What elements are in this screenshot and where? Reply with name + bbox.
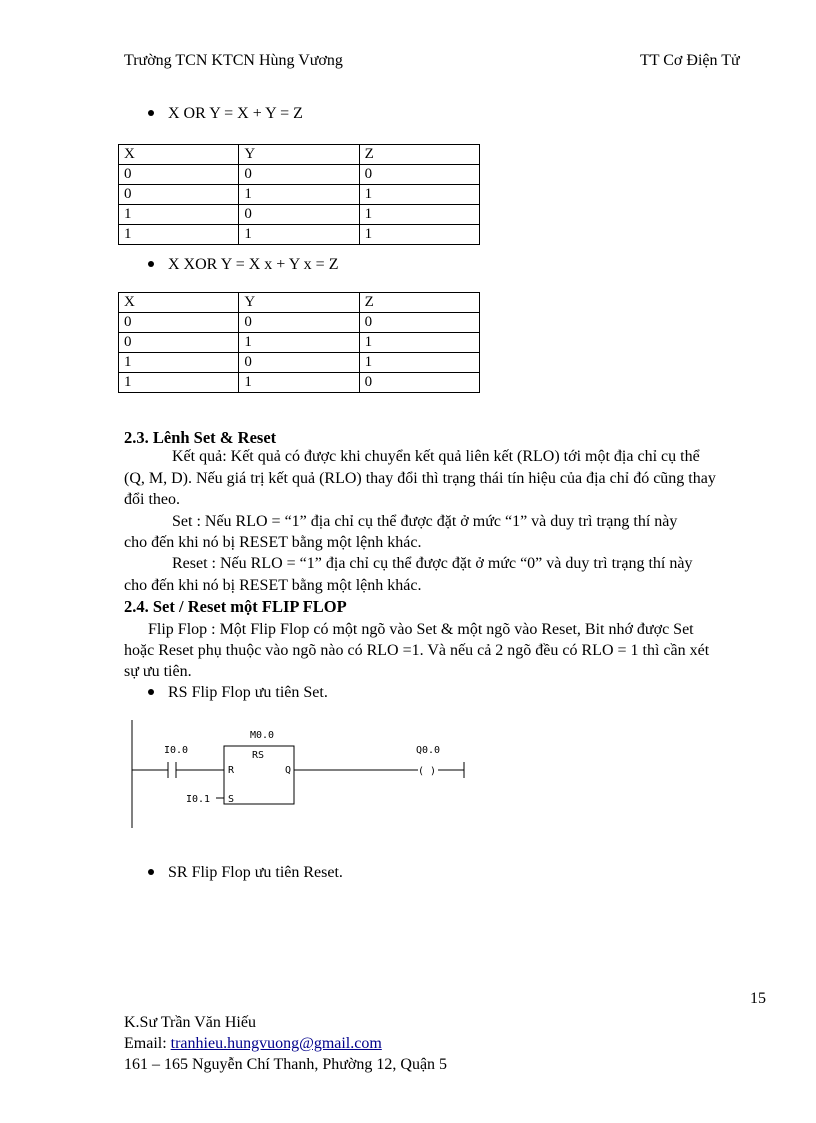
table-cell: Z	[359, 293, 479, 313]
para-set-line1: Set : Nếu RLO = “1” địa chỉ cụ thể được đặt ở mức “1” và duy trì trạng thí này	[172, 513, 678, 530]
contact-label-in1: I0.0	[164, 745, 189, 756]
para-reset-line2: cho đến khi nó bị RESET bằng một lệnh khác.	[124, 577, 422, 594]
para-flipflop-line1: Flip Flop : Một Flip Flop có một ngõ vào Set & một ngõ vào Reset, Bit nhớ được Set	[148, 621, 694, 638]
table-cell: 1	[119, 353, 239, 373]
table-cell: 1	[359, 333, 479, 353]
table-cell: 1	[239, 225, 359, 245]
table-cell: 1	[359, 205, 479, 225]
bullet-xnor	[148, 256, 338, 274]
table-row	[119, 225, 480, 245]
pin-r: R	[228, 765, 235, 776]
bullet-icon	[148, 261, 154, 267]
bullet-rs	[148, 684, 328, 702]
table-cell: 1	[119, 225, 239, 245]
table-row	[119, 333, 480, 353]
para-flipflop-line2: hoặc Reset phụ thuộc vào ngõ nào có RLO =1. Và nếu cả 2 ngõ đều có RLO = 1 thì cần xét	[124, 642, 710, 659]
table-cell: 0	[239, 313, 359, 333]
bullet-icon	[148, 689, 154, 695]
table-row	[119, 185, 480, 205]
table-row	[119, 313, 480, 333]
section-title-2-3: 2.3. Lênh Set & Reset	[124, 428, 277, 447]
table-cell: 0	[119, 185, 239, 205]
truth-table-or	[118, 144, 480, 245]
truth-table-xnor	[118, 292, 480, 393]
table-cell: 0	[239, 205, 359, 225]
table-row	[119, 353, 480, 373]
table-cell: Z	[359, 145, 479, 165]
table-cell: 1	[239, 333, 359, 353]
section-title-2-4: 2.4. Set / Reset một FLIP FLOP	[124, 597, 347, 616]
footer-email-label: Email:	[124, 1035, 171, 1052]
footer-email-link[interactable]: tranhieu.hungvuong@gmail.com	[170, 1035, 382, 1052]
bullet-rs-text: RS Flip Flop ưu tiên Set.	[168, 684, 328, 701]
table-row	[119, 205, 480, 225]
table-cell: 1	[119, 205, 239, 225]
pin-s: S	[228, 794, 235, 805]
para-result-line3: đổi theo.	[124, 491, 180, 508]
footer-author: K.Sư Trần Văn Hiếu	[124, 1014, 256, 1031]
para-result-line1: Kết quả: Kết quả có được khi chuyển kết quả liên kết (RLO) tới một địa chỉ cụ thể	[172, 448, 700, 465]
bullet-xor	[148, 105, 303, 123]
para-flipflop-line3: sự ưu tiên.	[124, 663, 192, 680]
table-cell: 0	[119, 333, 239, 353]
table-cell: 0	[119, 165, 239, 185]
table-cell: 1	[359, 225, 479, 245]
table-cell: X	[119, 145, 239, 165]
table-cell: 0	[239, 165, 359, 185]
coil: ( )	[418, 766, 437, 777]
contact-label-in2: I0.1	[186, 794, 211, 805]
table-cell: 1	[359, 353, 479, 373]
table-row	[119, 373, 480, 393]
table-cell: 1	[239, 373, 359, 393]
header-center: TT Cơ Điện Tử	[640, 52, 740, 69]
ladder-diagram-rs	[120, 718, 480, 833]
table-cell: 0	[239, 353, 359, 373]
page-number: 15	[750, 990, 766, 1007]
table-cell: 0	[359, 165, 479, 185]
bullet-xnor-text: X XOR Y = X x + Y x = Z	[168, 256, 339, 273]
table-row	[119, 165, 480, 185]
bullet-sr-text: SR Flip Flop ưu tiên Reset.	[168, 864, 343, 881]
block-type: RS	[252, 750, 265, 761]
table-cell: 0	[359, 313, 479, 333]
contact-i0-0	[168, 762, 176, 778]
table-cell: 1	[359, 185, 479, 205]
bullet-icon	[148, 869, 154, 875]
coil-label: Q0.0	[416, 745, 441, 756]
table-header-row	[119, 293, 480, 313]
table-cell: 1	[239, 185, 359, 205]
bullet-sr	[148, 864, 343, 882]
table-cell: 0	[119, 313, 239, 333]
bullet-icon	[148, 110, 154, 116]
para-set-line2: cho đến khi nó bị RESET bằng một lệnh khác.	[124, 534, 422, 551]
header-school: Trường TCN KTCN Hùng Vương	[124, 52, 343, 69]
table-header-row	[119, 145, 480, 165]
footer-email-line	[124, 1033, 382, 1054]
bullet-xor-text: X OR Y = X + Y = Z	[168, 105, 303, 122]
para-result-line2: (Q, M, D). Nếu giá trị kết quả (RLO) thay đổi thì trạng thái tín hiệu của địa chỉ đó cũng thay	[124, 470, 716, 487]
block-address: M0.0	[250, 730, 275, 741]
table-cell: X	[119, 293, 239, 313]
pin-q: Q	[285, 765, 292, 776]
footer-address: 161 – 165 Nguyễn Chí Thanh, Phường 12, Quận 5	[124, 1056, 448, 1073]
table-cell: 1	[119, 373, 239, 393]
table-cell: Y	[239, 145, 359, 165]
table-cell: Y	[239, 293, 359, 313]
table-cell: 0	[359, 373, 479, 393]
para-reset-line1: Reset : Nếu RLO = “1” địa chỉ cụ thể được đặt ở mức “0” và duy trì trạng thí này	[172, 555, 693, 572]
